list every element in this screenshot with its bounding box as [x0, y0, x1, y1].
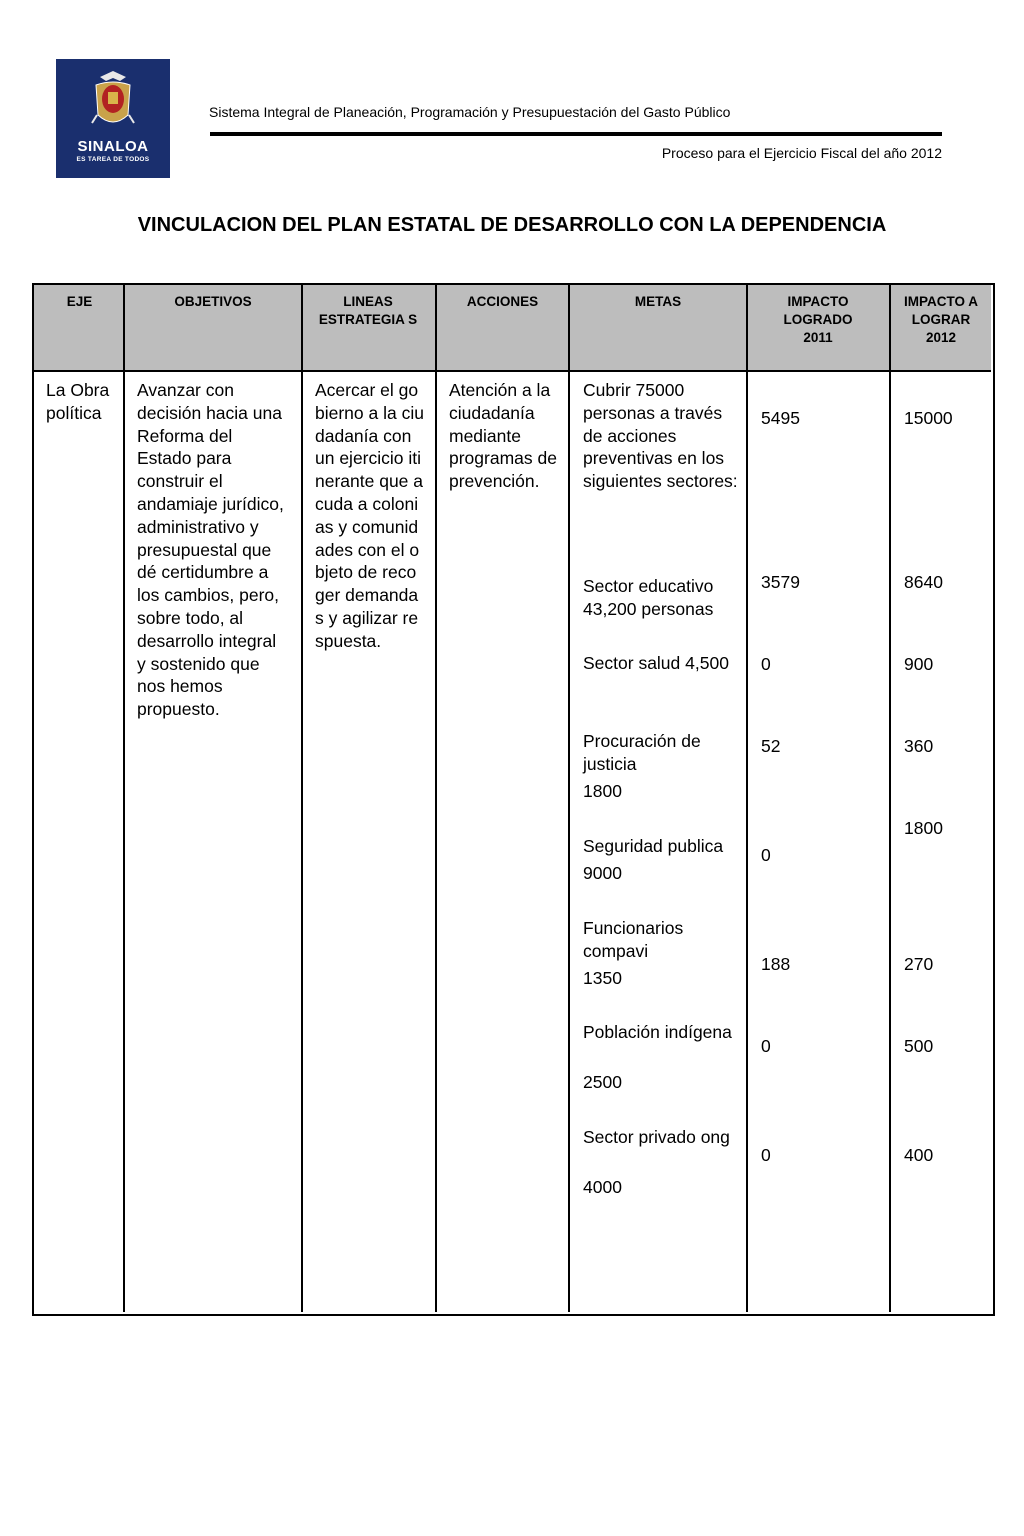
sector-target: 1800	[583, 781, 622, 801]
sector-target: 2500	[583, 1072, 622, 1092]
impact-2012-value: 270	[904, 954, 934, 974]
sector-name: Seguridad publica	[583, 836, 724, 856]
impact-2011-value: 0	[761, 1145, 771, 1165]
column-divider	[123, 285, 125, 1312]
impact-2011-value: 52	[761, 736, 781, 756]
header-divider-line	[34, 370, 991, 372]
sector-target: 1350	[583, 968, 622, 988]
sector-name: Sector educativo 43,200 personas	[583, 576, 714, 619]
sector-name: Funcionarios compavi	[583, 918, 684, 961]
column-header-lineas: LINEAS ESTRATEGIA S	[318, 294, 418, 327]
logo-wordmark: SINALOA	[77, 138, 149, 155]
sector-name: Sector salud 4,500	[583, 653, 729, 673]
impact-2011-value: 0	[761, 845, 771, 865]
header-divider	[210, 132, 942, 136]
column-header-metas: METAS	[634, 294, 682, 309]
sector-name: Procuración de justicia	[583, 731, 701, 774]
impact-2011-value: 0	[761, 654, 771, 674]
impact-2012-value: 400	[904, 1145, 934, 1165]
column-divider	[568, 285, 570, 1312]
sinaloa-logo	[56, 59, 170, 178]
impact-2012-total: 15000	[904, 408, 953, 428]
impact-2012-value: 500	[904, 1036, 934, 1056]
impact-2012-value: 8640	[904, 572, 943, 592]
column-divider	[746, 285, 748, 1312]
cell-objetivos: Avanzar con decisión hacia una Reforma del Estado para construir el andamiaje jurídico, administrativo y presupuestal que dé certidumbre a los cambios, pero, sobre todo, al desarrollo integral y sostenido que nos hemos propuesto.	[137, 380, 284, 720]
impact-2011-value: 0	[761, 1036, 771, 1056]
cell-lineas: Acercar el gobierno a la ciudadanía con un ejercicio itinerante que acuda a colonias y comunidades con el objeto de recoger demandas y agilizar respuesta.	[315, 380, 424, 651]
impact-2012-value: 900	[904, 654, 934, 674]
impact-2012-value: 360	[904, 736, 934, 756]
column-header-acciones: ACCIONES	[466, 294, 539, 309]
column-divider	[889, 285, 891, 1312]
cell-eje: La Obra política	[46, 380, 110, 423]
logo-tagline: ES TAREA DE TODOS	[76, 156, 150, 163]
cell-metas-intro: Cubrir 75000 personas a través de acciones preventivas en los siguientes sectores:	[583, 380, 738, 492]
column-divider	[435, 285, 437, 1312]
impact-2012-value: 1800	[904, 818, 943, 838]
impact-2011-value: 3579	[761, 572, 800, 592]
column-header-impacto-2012: IMPACTO A LOGRAR 2012	[904, 294, 978, 345]
column-header-eje: EJE	[66, 294, 93, 309]
sector-name: Sector privado ong	[583, 1127, 730, 1147]
impact-2011-value: 188	[761, 954, 791, 974]
cell-acciones: Atención a la ciudadanía mediante programas de prevención.	[449, 380, 557, 492]
sector-target: 9000	[583, 863, 622, 883]
column-header-impacto-2011: IMPACTO LOGRADO 2011	[783, 294, 853, 345]
page-title: VINCULACION DEL PLAN ESTATAL DE DESARROLLO CON LA DEPENDENCIA	[137, 214, 887, 236]
sector-target: 4000	[583, 1177, 622, 1197]
system-name: Sistema Integral de Planeación, Programación y Presupuestación del Gasto Público	[209, 104, 731, 120]
coat-of-arms-icon	[56, 59, 170, 139]
process-label: Proceso para el Ejercicio Fiscal del año 2012	[661, 145, 942, 161]
sector-name: Población indígena	[583, 1022, 732, 1042]
impact-2011-total: 5495	[761, 408, 800, 428]
column-header-objetivos: OBJETIVOS	[174, 294, 252, 309]
column-divider	[301, 285, 303, 1312]
